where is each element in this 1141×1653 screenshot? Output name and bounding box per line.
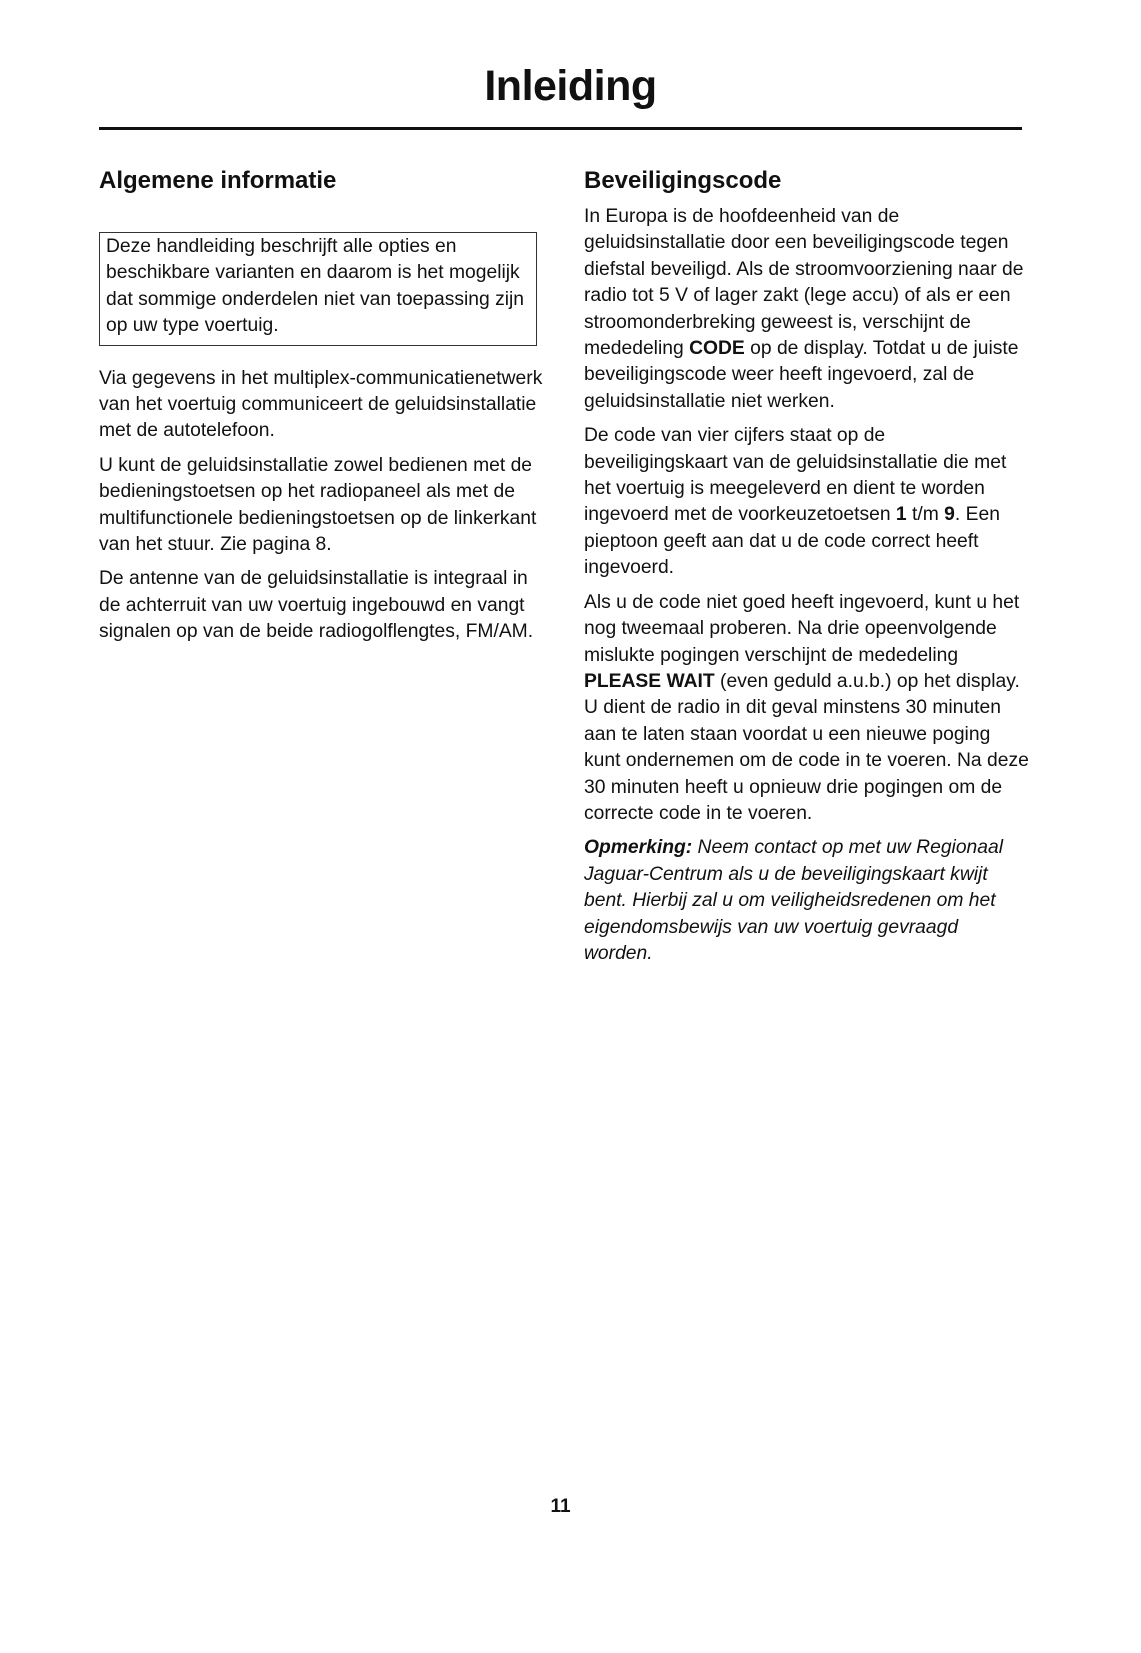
page-title: Inleiding <box>484 62 657 110</box>
key-1: 1 <box>895 504 907 526</box>
text: Als u de code niet goed heeft ingevoerd, kunt u het nog tweemaal proberen. Na drie opeenvolgende mislukte pogingen verschijnt de mededeling <box>584 591 1020 666</box>
notice-text: Deze handleiding beschrijft alle opties en beschikbare varianten en daarom is het mogelijk dat sommige onderdelen niet van toepassing zijn op uw type voertuig. <box>106 236 525 337</box>
paragraph <box>584 423 1030 581</box>
text: De code van vier cijfers staat op de beveiligingskaart van de geluidsinstallatie die met het voertuig is meegeleverd en dient te worden ingevoerd met de voorkeuzetoetsen <box>584 425 1007 526</box>
paragraph <box>584 590 1030 828</box>
paragraph: U kunt de geluidsinstallatie zowel bedienen met de bedieningstoetsen op het radiopaneel als met de multifunctionele bedieningstoetsen op de linkerkant van het stuur. Zie pagina 8. <box>99 454 537 556</box>
note-text: Neem contact op met uw Regionaal Jaguar-Centrum als u de beveiligingskaart kwijt bent. Hierbij zal u om veiligheidsredenen om het eigendomsbewijs van uw voertuig gevraagd worden. <box>584 837 1004 964</box>
section-heading-general: Algemene informatie <box>99 167 337 194</box>
note <box>584 835 1030 967</box>
text: In Europa is de hoofdeenheid van de geluidsinstallatie door een beveiligingscode tegen diefstal beveiligd. Als de stroomvoorziening naar de radio tot 5 V of lager zakt (lege accu) of als er een stroomonderbreking geweest is, verschijnt de mededeling <box>584 206 1024 360</box>
notice-box <box>99 232 537 346</box>
text: . Een pieptoon geeft aan dat u de code correct heeft ingevoerd. <box>584 504 1000 579</box>
note-label: Opmerking: <box>584 837 693 859</box>
paragraph <box>584 204 1030 415</box>
text: op de display. Totdat u de juiste beveiligingscode weer heeft ingevoerd, zal de geluidsinstallatie niet werken. <box>584 338 1019 412</box>
title-rule <box>99 127 1022 130</box>
right-column <box>584 166 1030 975</box>
left-column <box>99 166 549 654</box>
page-number: 11 <box>550 1496 571 1517</box>
section-heading-security-code: Beveiligingscode <box>584 167 782 194</box>
please-wait-term: PLEASE WAIT <box>584 670 715 692</box>
code-term: CODE <box>689 338 745 360</box>
paragraph: De antenne van de geluidsinstallatie is integraal in de achterruit van uw voertuig ingebouwd en vangt signalen op van de beide radiogolflengtes, FM/AM. <box>99 568 534 643</box>
text: t/m <box>906 504 945 526</box>
paragraph: Via gegevens in het multiplex-communicatienetwerk van het voertuig communiceert de geluidsinstallatie met de autotelefoon. <box>99 367 543 442</box>
text: (even geduld a.u.b.) op het display. U dient de radio in dit geval minstens 30 minuten aan te laten staan voordat u een nieuwe poging kunt ondernemen om de code in te voeren. Na deze 30 minuten heeft u opnieuw drie pogingen om de correcte code in te voeren. <box>584 670 1029 824</box>
key-9: 9 <box>944 504 955 526</box>
